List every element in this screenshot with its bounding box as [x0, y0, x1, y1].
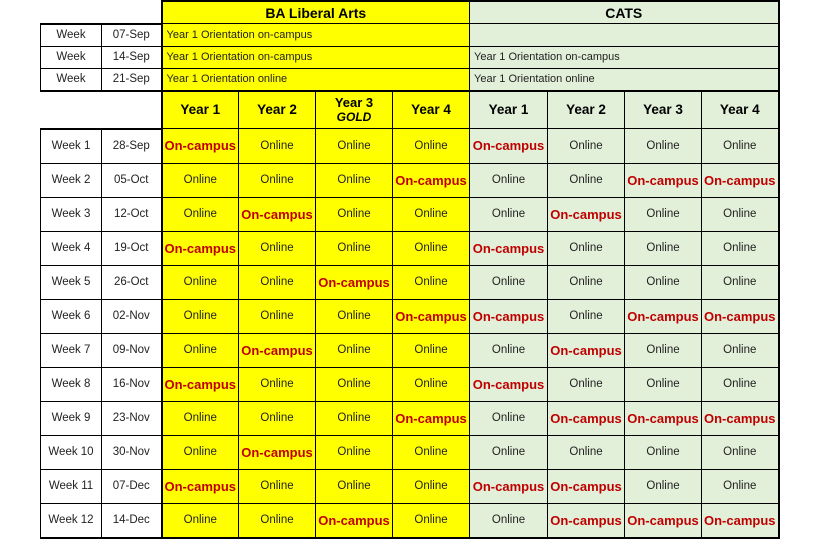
week-row: [41, 197, 779, 231]
ba-online-cell: Online: [239, 503, 316, 538]
week-label: Week 3: [41, 197, 102, 231]
cats-online-cell: Online: [548, 129, 625, 164]
blank-header-corner: [41, 91, 162, 129]
week-row: [41, 231, 779, 265]
ba-online-cell: Online: [393, 265, 470, 299]
blank-corner: [41, 1, 162, 24]
orientation-row: [41, 46, 779, 68]
cats-online-cell: Online: [625, 129, 702, 164]
ba-online-cell: Online: [162, 401, 239, 435]
week-row: [41, 265, 779, 299]
ba-on-campus-cell: On-campus: [162, 231, 239, 265]
ba-online-cell: Online: [316, 231, 393, 265]
ba-online-cell: Online: [316, 163, 393, 197]
ba-on-campus-cell: On-campus: [393, 163, 470, 197]
ba-online-cell: Online: [162, 163, 239, 197]
program-header-cats: CATS: [470, 1, 779, 24]
week-label: Week 7: [41, 333, 102, 367]
cats-on-campus-cell: On-campus: [548, 333, 625, 367]
week-date: 05-Oct: [102, 163, 162, 197]
orientation-date: 14-Sep: [102, 46, 162, 68]
cats-on-campus-cell: On-campus: [702, 299, 779, 333]
ba-on-campus-cell: On-campus: [316, 503, 393, 538]
ba-online-cell: Online: [316, 299, 393, 333]
cats-online-cell: Online: [625, 469, 702, 503]
cats-year-header: Year 4: [702, 91, 779, 129]
cats-on-campus-cell: On-campus: [625, 163, 702, 197]
week-date: 28-Sep: [102, 129, 162, 164]
orientation-cats-note: Year 1 Orientation on-campus: [470, 46, 779, 68]
ba-online-cell: Online: [239, 163, 316, 197]
ba-on-campus-cell: On-campus: [239, 435, 316, 469]
ba-online-cell: Online: [239, 265, 316, 299]
week-row: [41, 401, 779, 435]
week-date: 16-Nov: [102, 367, 162, 401]
cats-on-campus-cell: On-campus: [625, 401, 702, 435]
ba-online-cell: Online: [316, 435, 393, 469]
cats-online-cell: Online: [702, 435, 779, 469]
orientation-week-label: Week: [41, 24, 102, 47]
orientation-ba-note: Year 1 Orientation on-campus: [162, 24, 470, 47]
week-label: Week 6: [41, 299, 102, 333]
ba-online-cell: Online: [316, 367, 393, 401]
schedule-table: [40, 0, 780, 539]
ba-online-cell: Online: [162, 333, 239, 367]
ba-online-cell: Online: [239, 469, 316, 503]
ba-online-cell: Online: [239, 299, 316, 333]
ba-online-cell: Online: [316, 129, 393, 164]
ba-on-campus-cell: On-campus: [393, 299, 470, 333]
cats-online-cell: Online: [702, 129, 779, 164]
cats-online-cell: Online: [470, 435, 548, 469]
week-label: Week 4: [41, 231, 102, 265]
ba-year-header: Year 1: [162, 91, 239, 129]
ba-online-cell: Online: [162, 435, 239, 469]
ba-online-cell: Online: [239, 367, 316, 401]
cats-on-campus-cell: On-campus: [548, 469, 625, 503]
ba-online-cell: Online: [393, 503, 470, 538]
cats-online-cell: Online: [625, 333, 702, 367]
cats-online-cell: Online: [702, 231, 779, 265]
ba-online-cell: Online: [393, 231, 470, 265]
cats-online-cell: Online: [548, 163, 625, 197]
week-label: Week 8: [41, 367, 102, 401]
ba-year-header: Year 2: [239, 91, 316, 129]
cats-on-campus-cell: On-campus: [625, 503, 702, 538]
ba-online-cell: Online: [316, 197, 393, 231]
cats-online-cell: Online: [548, 265, 625, 299]
ba-online-cell: Online: [162, 197, 239, 231]
ba-on-campus-cell: On-campus: [393, 401, 470, 435]
cats-online-cell: Online: [470, 163, 548, 197]
week-row: [41, 333, 779, 367]
cats-online-cell: Online: [702, 333, 779, 367]
ba-online-cell: Online: [393, 333, 470, 367]
orientation-cats-note: Year 1 Orientation online: [470, 68, 779, 91]
ba-on-campus-cell: On-campus: [162, 367, 239, 401]
cats-on-campus-cell: On-campus: [702, 401, 779, 435]
cats-online-cell: Online: [625, 231, 702, 265]
ba-online-cell: Online: [393, 129, 470, 164]
cats-online-cell: Online: [625, 265, 702, 299]
week-row: [41, 163, 779, 197]
week-date: 14-Dec: [102, 503, 162, 538]
cats-on-campus-cell: On-campus: [702, 163, 779, 197]
ba-online-cell: Online: [162, 265, 239, 299]
week-date: 07-Dec: [102, 469, 162, 503]
cats-on-campus-cell: On-campus: [470, 469, 548, 503]
cats-on-campus-cell: On-campus: [470, 231, 548, 265]
cats-online-cell: Online: [702, 469, 779, 503]
cats-online-cell: Online: [470, 333, 548, 367]
cats-on-campus-cell: On-campus: [470, 367, 548, 401]
week-row: [41, 367, 779, 401]
week-label: Week 10: [41, 435, 102, 469]
ba-on-campus-cell: On-campus: [316, 265, 393, 299]
ba-online-cell: Online: [239, 231, 316, 265]
ba-on-campus-cell: On-campus: [162, 469, 239, 503]
ba-online-cell: Online: [162, 503, 239, 538]
cats-year-header: Year 2: [548, 91, 625, 129]
week-label: Week 1: [41, 129, 102, 164]
cats-online-cell: Online: [625, 435, 702, 469]
program-header-ba: BA Liberal Arts: [162, 1, 470, 24]
week-date: 26-Oct: [102, 265, 162, 299]
cats-online-cell: Online: [702, 197, 779, 231]
week-label: Week 9: [41, 401, 102, 435]
cats-year-header: Year 1: [470, 91, 548, 129]
orientation-cats-note: [470, 24, 779, 47]
schedule-body: [41, 1, 779, 538]
week-row: [41, 435, 779, 469]
cats-online-cell: Online: [470, 197, 548, 231]
cats-online-cell: Online: [470, 401, 548, 435]
cats-online-cell: Online: [548, 435, 625, 469]
cats-online-cell: Online: [548, 231, 625, 265]
orientation-row: [41, 24, 779, 47]
ba-online-cell: Online: [316, 469, 393, 503]
week-row: [41, 299, 779, 333]
orientation-week-label: Week: [41, 46, 102, 68]
week-date: 02-Nov: [102, 299, 162, 333]
ba-online-cell: Online: [316, 333, 393, 367]
orientation-date: 07-Sep: [102, 24, 162, 47]
cats-on-campus-cell: On-campus: [702, 503, 779, 538]
ba-on-campus-cell: On-campus: [239, 197, 316, 231]
week-row: [41, 129, 779, 164]
week-row: [41, 503, 779, 538]
week-label: Week 11: [41, 469, 102, 503]
cats-year-header: Year 3: [625, 91, 702, 129]
ba-online-cell: Online: [162, 299, 239, 333]
ba-online-cell: Online: [239, 129, 316, 164]
ba-online-cell: Online: [393, 197, 470, 231]
week-row: [41, 469, 779, 503]
cats-online-cell: Online: [470, 265, 548, 299]
cats-online-cell: Online: [625, 367, 702, 401]
week-label: Week 12: [41, 503, 102, 538]
cats-online-cell: Online: [548, 367, 625, 401]
ba-on-campus-cell: On-campus: [162, 129, 239, 164]
cats-online-cell: Online: [548, 299, 625, 333]
orientation-week-label: Week: [41, 68, 102, 91]
orientation-date: 21-Sep: [102, 68, 162, 91]
week-date: 30-Nov: [102, 435, 162, 469]
cats-online-cell: Online: [702, 367, 779, 401]
cats-on-campus-cell: On-campus: [548, 401, 625, 435]
cats-online-cell: Online: [470, 503, 548, 538]
cats-on-campus-cell: On-campus: [625, 299, 702, 333]
week-date: 19-Oct: [102, 231, 162, 265]
orientation-row: [41, 68, 779, 91]
orientation-ba-note: Year 1 Orientation on-campus: [162, 46, 470, 68]
cats-on-campus-cell: On-campus: [548, 503, 625, 538]
ba-year-header: Year 4: [393, 91, 470, 129]
week-date: 09-Nov: [102, 333, 162, 367]
ba-online-cell: Online: [316, 401, 393, 435]
ba-online-cell: Online: [393, 469, 470, 503]
orientation-ba-note: Year 1 Orientation online: [162, 68, 470, 91]
week-label: Week 2: [41, 163, 102, 197]
ba-year-header: [316, 91, 393, 129]
ba-year-3-label: Year 3: [334, 95, 374, 111]
week-date: 12-Oct: [102, 197, 162, 231]
ba-online-cell: Online: [393, 367, 470, 401]
ba-on-campus-cell: On-campus: [239, 333, 316, 367]
cats-on-campus-cell: On-campus: [548, 197, 625, 231]
cats-online-cell: Online: [702, 265, 779, 299]
cats-on-campus-cell: On-campus: [470, 129, 548, 164]
cats-on-campus-cell: On-campus: [470, 299, 548, 333]
ba-online-cell: Online: [393, 435, 470, 469]
week-date: 23-Nov: [102, 401, 162, 435]
week-label: Week 5: [41, 265, 102, 299]
ba-online-cell: Online: [239, 401, 316, 435]
gold-note: GOLD: [336, 110, 372, 125]
cats-online-cell: Online: [625, 197, 702, 231]
